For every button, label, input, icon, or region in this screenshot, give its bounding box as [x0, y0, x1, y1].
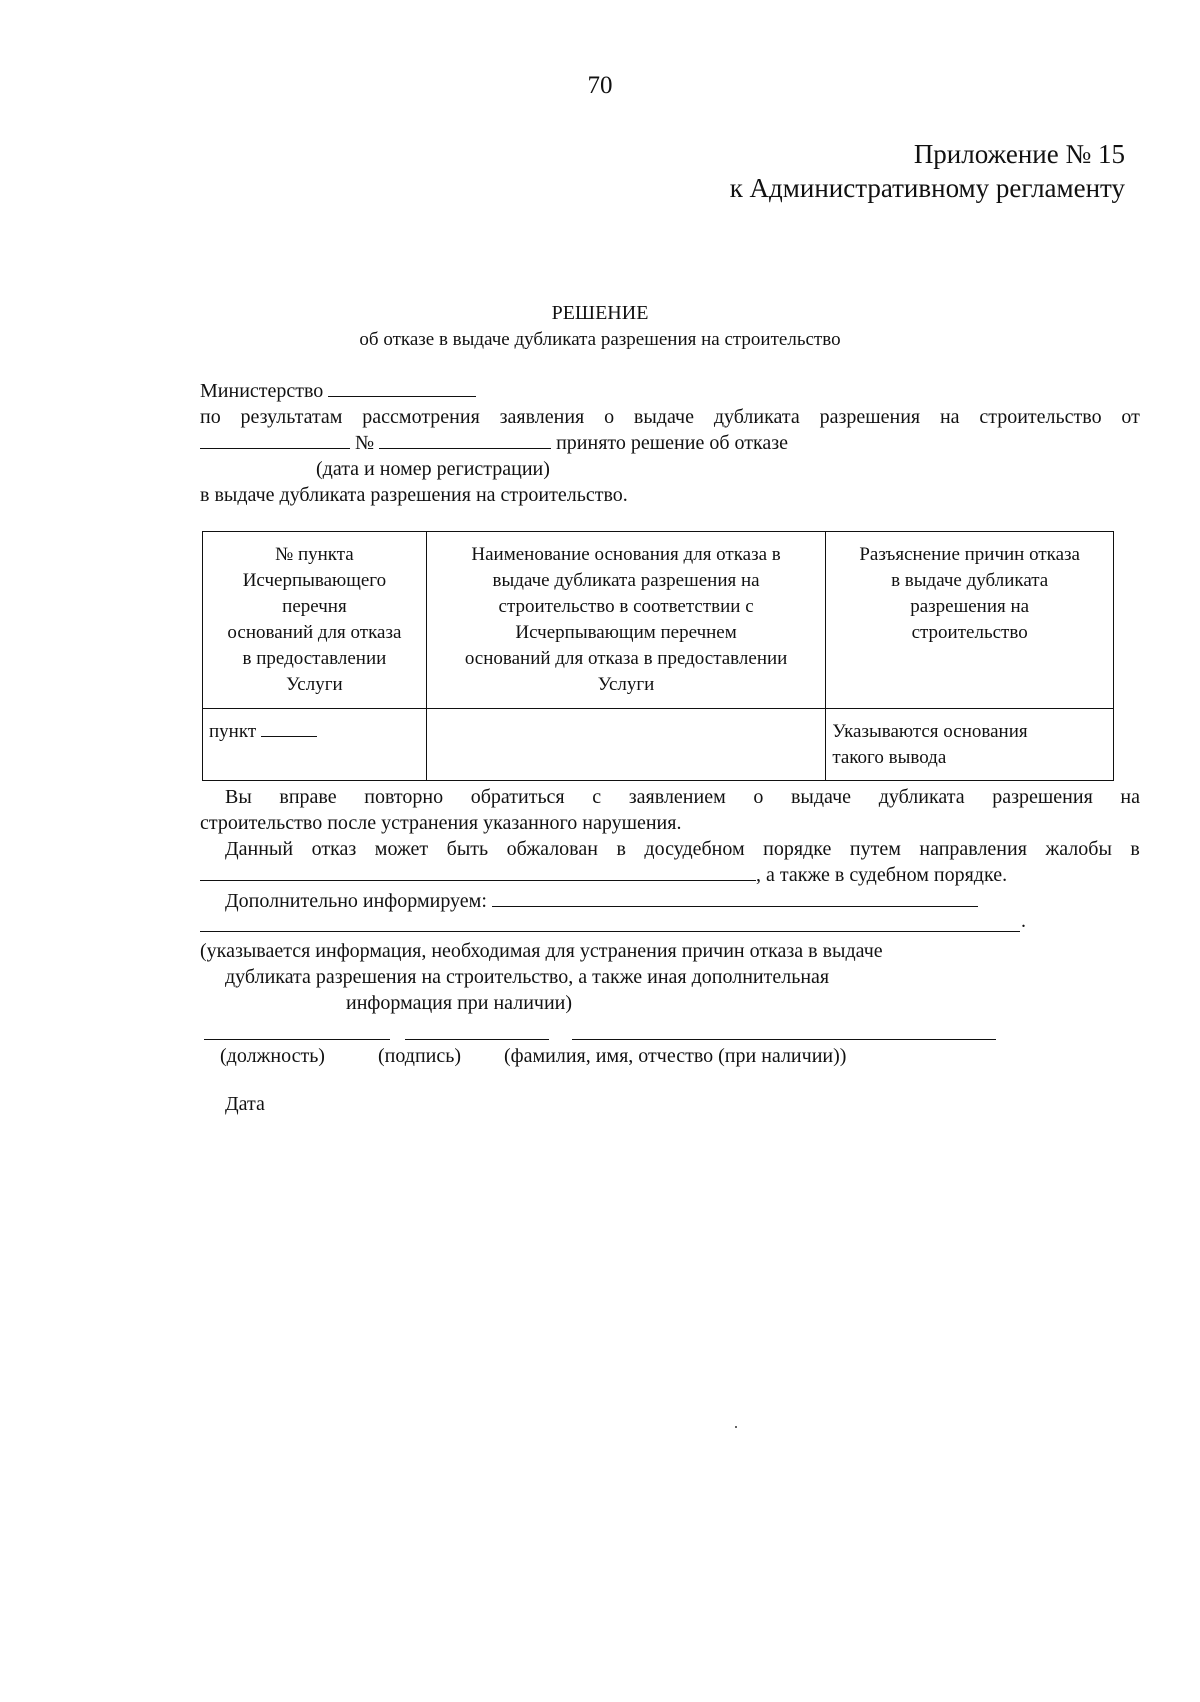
- additional-info-end: .: [1021, 910, 1026, 932]
- position-caption: (должность): [220, 1045, 325, 1067]
- name-blank: [572, 1039, 996, 1040]
- cell-explanation: Указываются основания такого вывода: [826, 709, 1114, 781]
- intro-word: рассмотрения: [362, 406, 480, 428]
- hint-line2: дубликата разрешения на строительство, а также иная дополнительная: [225, 966, 830, 988]
- signature-caption: (подпись): [378, 1045, 462, 1067]
- appendix-reference: к Административному регламенту: [729, 173, 1125, 203]
- document-subtitle: об отказе в выдаче дубликата разрешения на строительство: [359, 329, 841, 350]
- page-number: 70: [587, 72, 613, 99]
- ministry-label: Министерство: [200, 380, 324, 402]
- repeat-appeal-line: Вы вправе повторно обратиться с заявлением о выдаче дубликата разрешения на: [225, 786, 1140, 808]
- registration-hint: (дата и номер регистрации): [316, 458, 550, 480]
- intro-word: о: [604, 406, 615, 428]
- name-caption: (фамилия, имя, отчество (при наличии)): [504, 1045, 847, 1067]
- header-explanation: Разъяснение причин отказа в выдаче дубликата разрешения на строительство: [826, 532, 1114, 709]
- scan-dot: [735, 1426, 737, 1428]
- date-blank: [200, 447, 350, 449]
- cell-point: пункт: [203, 709, 427, 781]
- appendix-number: Приложение № 15: [913, 139, 1125, 169]
- number-sign: №: [355, 432, 375, 454]
- intro-word: от: [1121, 406, 1140, 428]
- intro-word: выдаче: [633, 406, 694, 428]
- table-header-row: [203, 532, 1114, 709]
- cell-ground-name: [426, 709, 825, 781]
- refusal-grounds-table: [202, 531, 1114, 781]
- repeat-appeal-line2: строительство после устранения указанного нарушения.: [200, 812, 682, 834]
- appeal-body-blank: [200, 879, 756, 881]
- appeal-line2: , а также в судебном порядке.: [200, 864, 1007, 887]
- header-point-number: № пункта Исчерпывающего перечня оснований для отказа в предоставлении Услуги: [203, 532, 427, 709]
- document-title: РЕШЕНИЕ: [551, 302, 649, 324]
- ministry-blank: [328, 395, 476, 397]
- signature-blank: [405, 1039, 549, 1040]
- hint-line1: (указывается информация, необходимая для устранения причин отказа в выдаче: [200, 940, 883, 962]
- appeal-line: Данный отказ может быть обжалован в досудебном порядке путем направления жалобы в: [225, 838, 1140, 860]
- intro-word: заявления: [499, 406, 585, 428]
- intro-word: на: [939, 406, 960, 428]
- ministry-line: [200, 380, 476, 403]
- intro-line: [200, 406, 1140, 429]
- header-ground-name: Наименование основания для отказа в выдаче дубликата разрешения на строительство в соответствии с Исчерпывающим перечнем оснований для отказа в предоставлении Услуги: [426, 532, 825, 709]
- additional-info-blank: [492, 905, 978, 907]
- intro-word: строительство: [979, 406, 1102, 428]
- intro-word: дубликата: [713, 406, 800, 428]
- point-blank: [261, 735, 317, 737]
- intro-tail: в выдаче дубликата разрешения на строительство.: [200, 484, 628, 506]
- additional-info-label: Дополнительно информируем:: [225, 890, 487, 912]
- table-row: [203, 709, 1114, 781]
- number-blank: [379, 447, 551, 449]
- date-label: Дата: [225, 1093, 265, 1115]
- intro-word: результатам: [240, 406, 343, 428]
- hint-line3: информация при наличии): [346, 992, 573, 1014]
- additional-info-line: [225, 890, 978, 913]
- position-blank: [204, 1039, 390, 1040]
- intro-word: по: [200, 406, 221, 428]
- decision-text: принято решение об отказе: [556, 432, 789, 454]
- registration-line: [200, 432, 788, 455]
- intro-word: разрешения: [819, 406, 921, 428]
- additional-info-blank-2: [200, 931, 1020, 932]
